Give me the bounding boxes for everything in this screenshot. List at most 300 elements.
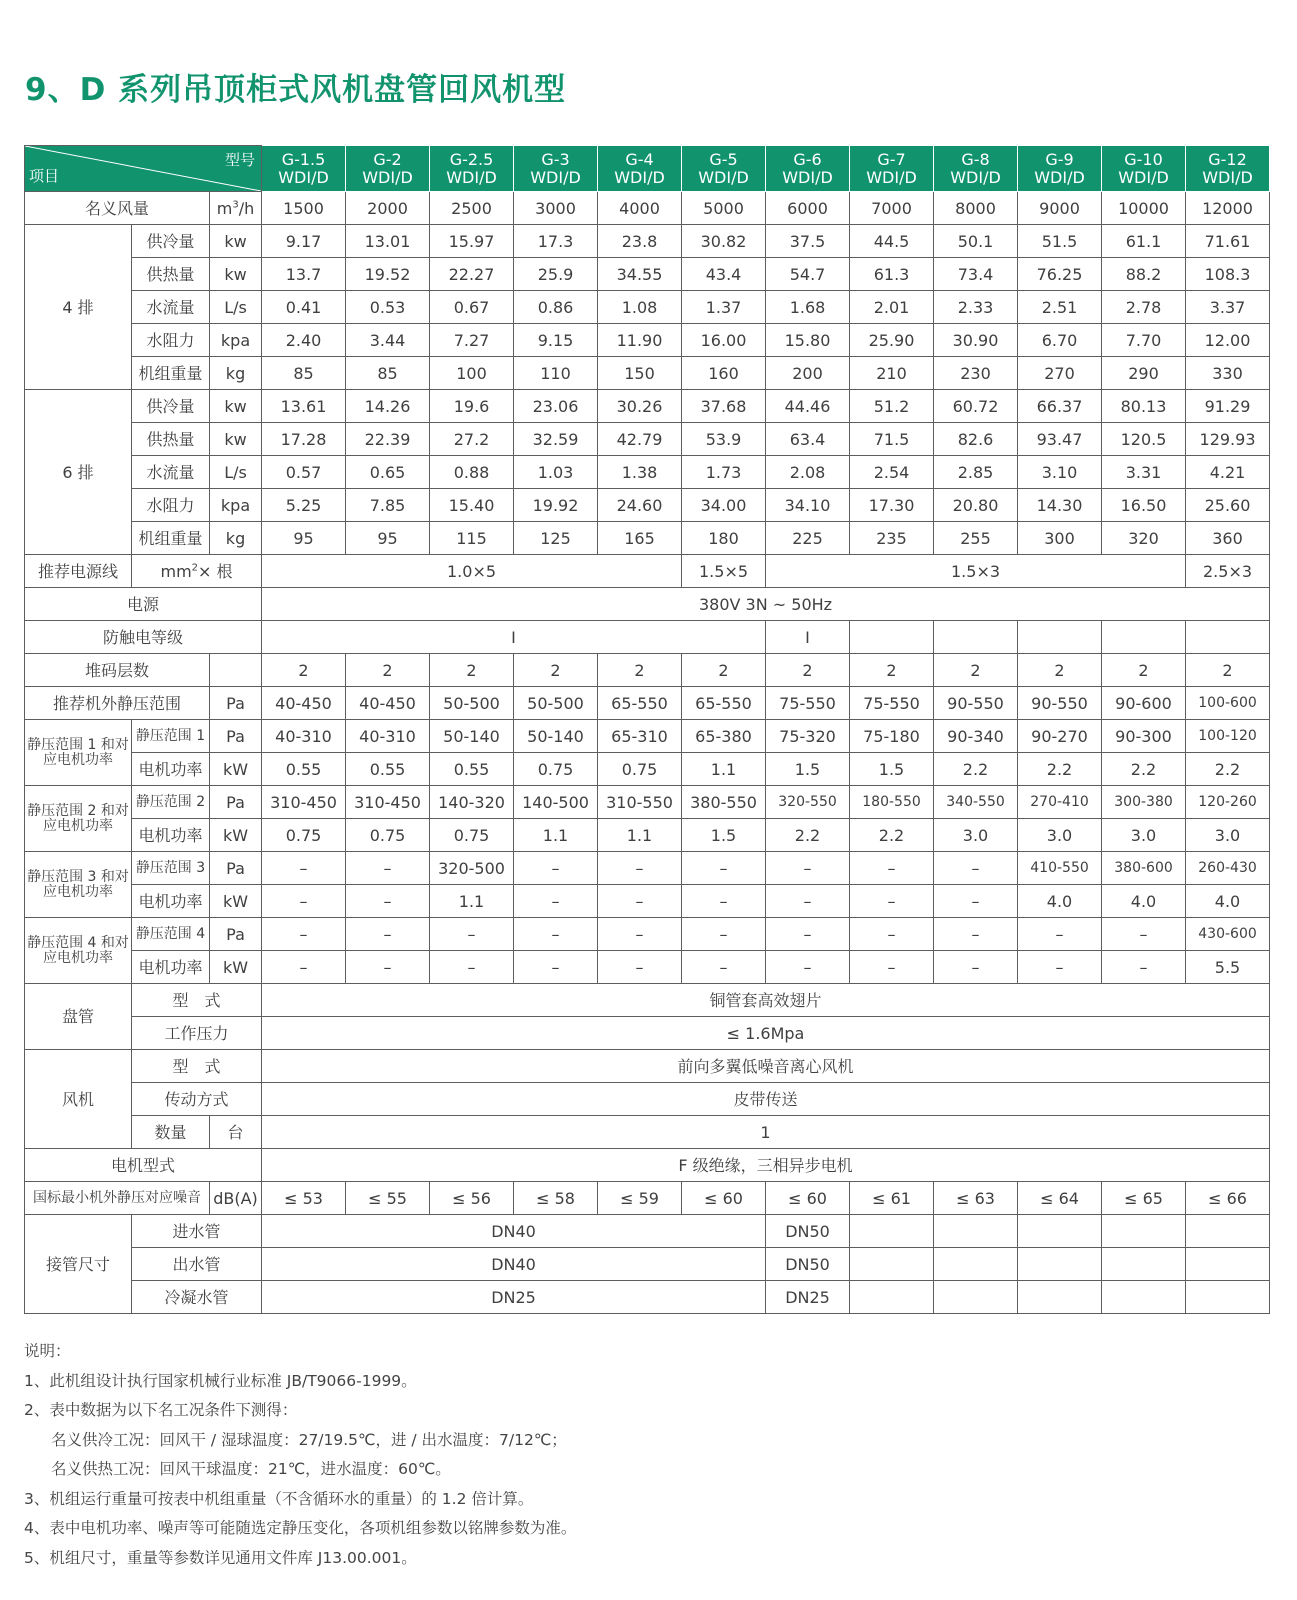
row-label: 机组重量 — [132, 357, 210, 390]
value-cell: 150 — [598, 357, 682, 390]
value-cell: 110 — [514, 357, 598, 390]
value-cell: 1.1 — [598, 819, 682, 852]
row6-row — [25, 522, 1270, 555]
value-cell: 63.4 — [766, 423, 850, 456]
row-label: 数量 — [132, 1116, 210, 1149]
model-code: G-2 — [373, 149, 402, 169]
unit-cell: kW — [210, 819, 262, 852]
value-cell: 50-500 — [514, 687, 598, 720]
empty-cell — [1102, 1215, 1186, 1248]
value-cell: 310-550 — [598, 786, 682, 819]
value-cell: ≤ 55 — [346, 1182, 430, 1215]
value-cell: ≤ 58 — [514, 1182, 598, 1215]
unit-cell: kW — [210, 885, 262, 918]
model-code: G-5 — [709, 149, 738, 169]
value-cell: F 级绝缘，三相异步电机 — [262, 1149, 1270, 1182]
value-cell: 100-600 — [1186, 687, 1270, 720]
value-cell: 25.9 — [514, 258, 598, 291]
model-code: G-12 — [1208, 149, 1247, 169]
value-cell: 430-600 — [1186, 918, 1270, 951]
value-cell: 13.01 — [346, 225, 430, 258]
value-cell: 380-600 — [1102, 852, 1186, 885]
value-cell: – — [514, 885, 598, 918]
value-cell: 73.4 — [934, 258, 1018, 291]
value-cell: 120.5 — [1102, 423, 1186, 456]
value-cell: 0.53 — [346, 291, 430, 324]
value-cell: 3000 — [514, 192, 598, 225]
value-cell: – — [850, 918, 934, 951]
row-label: 出水管 — [132, 1248, 262, 1281]
value-cell: – — [514, 951, 598, 984]
value-cell: 4.21 — [1186, 456, 1270, 489]
unit-cell: kg — [210, 357, 262, 390]
value-cell: 235 — [850, 522, 934, 555]
value-cell: 铜管套高效翅片 — [262, 984, 1270, 1017]
note-line: 1、此机组设计执行国家机械行业标准 JB/T9066-1999。 — [24, 1371, 417, 1390]
value-cell: 75-550 — [766, 687, 850, 720]
value-cell: 40-310 — [346, 720, 430, 753]
unit-base: m — [216, 198, 233, 218]
unit-cell: 台 — [210, 1116, 262, 1149]
value-cell: 2 — [262, 654, 346, 687]
row-label: 推荐电源线 — [25, 555, 132, 588]
row-label: 供冷量 — [132, 390, 210, 423]
row-label: 型 式 — [132, 1050, 262, 1083]
value-cell: – — [1018, 951, 1102, 984]
value-cell: 5.25 — [262, 489, 346, 522]
value-cell: 25.60 — [1186, 489, 1270, 522]
value-cell: 75-180 — [850, 720, 934, 753]
value-cell: 340-550 — [934, 786, 1018, 819]
notes — [24, 1337, 1264, 1573]
value-cell: 180 — [682, 522, 766, 555]
row-label: 型 式 — [132, 984, 262, 1017]
row-label: 堆码层数 — [25, 654, 210, 687]
sp-range-row — [25, 720, 1270, 753]
model-header-cell — [1186, 146, 1270, 192]
value-cell: 2.2 — [1018, 753, 1102, 786]
value-cell: 19.92 — [514, 489, 598, 522]
value-cell: – — [598, 885, 682, 918]
value-cell: 1.1 — [682, 753, 766, 786]
row-label: 水阻力 — [132, 324, 210, 357]
row-label: 工作压力 — [132, 1017, 262, 1050]
row6-row — [25, 489, 1270, 522]
value-cell: – — [262, 885, 346, 918]
value-cell: 230 — [934, 357, 1018, 390]
value-cell: 2 — [1102, 654, 1186, 687]
value-cell: 44.46 — [766, 390, 850, 423]
coil-row — [25, 984, 1270, 1017]
value-cell: DN25 — [262, 1281, 766, 1314]
value-cell: 24.60 — [598, 489, 682, 522]
row-label: 电机功率 — [132, 753, 210, 786]
group-label: 静压范围 4 和对应电机功率 — [25, 918, 132, 984]
value-cell: 210 — [850, 357, 934, 390]
row-label: 传动方式 — [132, 1083, 262, 1116]
value-cell: 25.90 — [850, 324, 934, 357]
unit-cell: Pa — [210, 786, 262, 819]
value-cell: 30.26 — [598, 390, 682, 423]
cable-row — [25, 555, 1270, 588]
value-cell: 0.75 — [598, 753, 682, 786]
value-cell: 225 — [766, 522, 850, 555]
value-cell: 19.52 — [346, 258, 430, 291]
value-cell: 2.54 — [850, 456, 934, 489]
value-cell: 1.38 — [598, 456, 682, 489]
value-cell: 300 — [1018, 522, 1102, 555]
value-cell: 9000 — [1018, 192, 1102, 225]
notes-title: 说明： — [24, 1342, 71, 1360]
value-cell: – — [346, 951, 430, 984]
model-suffix: WDI/D — [866, 167, 917, 187]
value-cell: ≤ 65 — [1102, 1182, 1186, 1215]
value-cell: 1.5 — [850, 753, 934, 786]
value-cell: 1500 — [262, 192, 346, 225]
value-cell: 290 — [1102, 357, 1186, 390]
value-cell: – — [346, 918, 430, 951]
value-cell: – — [682, 885, 766, 918]
value-cell: 65-550 — [598, 687, 682, 720]
value-cell: – — [850, 885, 934, 918]
value-cell: 4.0 — [1018, 885, 1102, 918]
model-header-cell — [1102, 146, 1186, 192]
value-cell: 51.5 — [1018, 225, 1102, 258]
value-cell: I — [766, 621, 850, 654]
value-cell: 360 — [1186, 522, 1270, 555]
empty-cell — [1186, 621, 1270, 654]
value-cell: 0.67 — [430, 291, 514, 324]
empty-cell — [1018, 1281, 1102, 1314]
row4-row — [25, 357, 1270, 390]
value-cell: 17.28 — [262, 423, 346, 456]
note-line: 3、机组运行重量可按表中机组重量（不含循环水的重量）的 1.2 倍计算。 — [24, 1489, 534, 1508]
model-suffix: WDI/D — [362, 167, 413, 187]
value-cell: 0.65 — [346, 456, 430, 489]
value-cell: 255 — [934, 522, 1018, 555]
value-cell: 12000 — [1186, 192, 1270, 225]
value-cell: 9.15 — [514, 324, 598, 357]
group-label: 风机 — [25, 1050, 132, 1149]
value-cell: 54.7 — [766, 258, 850, 291]
value-cell: 1.0×5 — [262, 555, 682, 588]
value-cell: 71.5 — [850, 423, 934, 456]
value-cell: 34.10 — [766, 489, 850, 522]
row-label: 静压范围 1 — [132, 720, 210, 753]
row-label: 供热量 — [132, 423, 210, 456]
value-cell: 260-430 — [1186, 852, 1270, 885]
value-cell: – — [682, 852, 766, 885]
model-suffix: WDI/D — [782, 167, 833, 187]
row-label: 静压范围 3 — [132, 852, 210, 885]
value-cell: ≤ 64 — [1018, 1182, 1102, 1215]
value-cell: 120-260 — [1186, 786, 1270, 819]
value-cell: – — [934, 918, 1018, 951]
row6-row — [25, 456, 1270, 489]
value-cell: 13.7 — [262, 258, 346, 291]
value-cell: DN40 — [262, 1215, 766, 1248]
value-cell: 320 — [1102, 522, 1186, 555]
model-header-cell — [766, 146, 850, 192]
value-cell: 16.00 — [682, 324, 766, 357]
value-cell: DN25 — [766, 1281, 850, 1314]
model-header-cell — [598, 146, 682, 192]
value-cell: 12.00 — [1186, 324, 1270, 357]
row-label: 水阻力 — [132, 489, 210, 522]
value-cell: 2.78 — [1102, 291, 1186, 324]
value-cell: 7.85 — [346, 489, 430, 522]
model-suffix: WDI/D — [530, 167, 581, 187]
value-cell: 2000 — [346, 192, 430, 225]
value-cell: 61.1 — [1102, 225, 1186, 258]
row-label: 电机功率 — [132, 819, 210, 852]
model-code: G-6 — [793, 149, 822, 169]
empty-cell — [1018, 1215, 1102, 1248]
value-cell: – — [514, 852, 598, 885]
value-cell: ≤ 63 — [934, 1182, 1018, 1215]
value-cell: – — [262, 852, 346, 885]
unit-tail: × 根 — [198, 561, 233, 581]
value-cell: – — [262, 951, 346, 984]
empty-cell — [1102, 621, 1186, 654]
fan-row — [25, 1083, 1270, 1116]
value-cell: 0.55 — [262, 753, 346, 786]
value-cell: 125 — [514, 522, 598, 555]
unit-sup: 2 — [191, 562, 199, 574]
value-cell: 1.03 — [514, 456, 598, 489]
value-cell: 2 — [1186, 654, 1270, 687]
note-line: 5、机组尺寸，重量等参数详见通用文件库 J13.00.001。 — [24, 1548, 417, 1567]
value-cell: 5.5 — [1186, 951, 1270, 984]
model-suffix: WDI/D — [1034, 167, 1085, 187]
value-cell: 66.37 — [1018, 390, 1102, 423]
value-cell: ≤ 53 — [262, 1182, 346, 1215]
value-cell: 2.2 — [1186, 753, 1270, 786]
value-cell: 1.68 — [766, 291, 850, 324]
value-cell: 1.5×3 — [766, 555, 1186, 588]
value-cell: – — [682, 951, 766, 984]
unit-cell: Pa — [210, 852, 262, 885]
row-label: 水流量 — [132, 456, 210, 489]
value-cell: 22.39 — [346, 423, 430, 456]
value-cell: 3.0 — [934, 819, 1018, 852]
group-label: 盘管 — [25, 984, 132, 1050]
row-label: 静压范围 2 — [132, 786, 210, 819]
model-header-cell — [514, 146, 598, 192]
group-label: 接管尺寸 — [25, 1215, 132, 1314]
unit-cell: kpa — [210, 489, 262, 522]
value-cell: 53.9 — [682, 423, 766, 456]
group-label: 静压范围 1 和对应电机功率 — [25, 720, 132, 786]
value-cell: 90-550 — [1018, 687, 1102, 720]
value-cell: 76.25 — [1018, 258, 1102, 291]
unit-cell: dB(A) — [210, 1182, 262, 1215]
row-label: 冷凝水管 — [132, 1281, 262, 1314]
sp-power-row — [25, 885, 1270, 918]
value-cell: 14.26 — [346, 390, 430, 423]
unit-cell: kw — [210, 258, 262, 291]
value-cell: 23.8 — [598, 225, 682, 258]
value-cell: 85 — [346, 357, 430, 390]
row-label: 进水管 — [132, 1215, 262, 1248]
value-cell: 129.93 — [1186, 423, 1270, 456]
value-cell: – — [850, 951, 934, 984]
empty-cell — [1186, 1248, 1270, 1281]
value-cell: 44.5 — [850, 225, 934, 258]
value-cell: 2 — [514, 654, 598, 687]
value-cell: 60.72 — [934, 390, 1018, 423]
value-cell: 270 — [1018, 357, 1102, 390]
value-cell: 0.41 — [262, 291, 346, 324]
unit-tail: /h — [238, 198, 255, 218]
value-cell: 1.5 — [682, 819, 766, 852]
unit-cell: kg — [210, 522, 262, 555]
unit-cell: kw — [210, 423, 262, 456]
value-cell: 200 — [766, 357, 850, 390]
value-cell: 3.0 — [1018, 819, 1102, 852]
value-cell: DN50 — [766, 1248, 850, 1281]
model-header-cell — [682, 146, 766, 192]
value-cell: 1.1 — [430, 885, 514, 918]
value-cell: 65-550 — [682, 687, 766, 720]
note-line: 名义供冷工况：回风干 / 湿球温度：27/19.5℃，进 / 出水温度：7/12℃； — [51, 1430, 567, 1449]
value-cell: 100 — [430, 357, 514, 390]
empty-cell — [850, 621, 934, 654]
value-cell: 3.0 — [1186, 819, 1270, 852]
value-cell: 3.10 — [1018, 456, 1102, 489]
value-cell: 42.79 — [598, 423, 682, 456]
note-line: 2、表中数据为以下名工况条件下测得： — [24, 1401, 298, 1419]
value-cell: 37.68 — [682, 390, 766, 423]
model-code: G-3 — [541, 149, 570, 169]
value-cell: – — [934, 951, 1018, 984]
value-cell: 1.5 — [766, 753, 850, 786]
value-cell: 50-500 — [430, 687, 514, 720]
value-cell: 75-320 — [766, 720, 850, 753]
model-suffix: WDI/D — [698, 167, 749, 187]
value-cell: DN40 — [262, 1248, 766, 1281]
sp-range-row — [25, 852, 1270, 885]
empty-cell — [934, 1215, 1018, 1248]
value-cell: 17.30 — [850, 489, 934, 522]
value-cell: – — [598, 951, 682, 984]
value-cell: 40-310 — [262, 720, 346, 753]
value-cell: 8000 — [934, 192, 1018, 225]
value-cell: 32.59 — [514, 423, 598, 456]
row-label: 机组重量 — [132, 522, 210, 555]
value-cell: 2.33 — [934, 291, 1018, 324]
row4-row — [25, 291, 1270, 324]
header-corner-cell — [25, 146, 262, 192]
model-header-cell — [934, 146, 1018, 192]
empty-cell — [850, 1281, 934, 1314]
value-cell: 30.82 — [682, 225, 766, 258]
value-cell: 2 — [850, 654, 934, 687]
model-header-cell — [262, 146, 346, 192]
value-cell: 1.5×5 — [682, 555, 766, 588]
value-cell: 0.75 — [262, 819, 346, 852]
row-label: 推荐机外静压范围 — [25, 687, 210, 720]
value-cell: 3.31 — [1102, 456, 1186, 489]
value-cell: 300-380 — [1102, 786, 1186, 819]
value-cell: – — [850, 852, 934, 885]
value-cell: 50-140 — [514, 720, 598, 753]
value-cell: 14.30 — [1018, 489, 1102, 522]
value-cell: 160 — [682, 357, 766, 390]
value-cell: – — [934, 852, 1018, 885]
unit-cell: kW — [210, 951, 262, 984]
value-cell: 82.6 — [934, 423, 1018, 456]
value-cell: 23.06 — [514, 390, 598, 423]
empty-cell — [1018, 621, 1102, 654]
unit-cell — [132, 555, 262, 588]
value-cell: 11.90 — [598, 324, 682, 357]
value-cell: 0.86 — [514, 291, 598, 324]
value-cell: – — [598, 918, 682, 951]
value-cell: 30.90 — [934, 324, 1018, 357]
model-code: G-10 — [1124, 149, 1163, 169]
value-cell: – — [1018, 918, 1102, 951]
empty-cell — [1018, 1248, 1102, 1281]
value-cell: 88.2 — [1102, 258, 1186, 291]
value-cell: 80.13 — [1102, 390, 1186, 423]
value-cell: 5000 — [682, 192, 766, 225]
value-cell: 65-310 — [598, 720, 682, 753]
value-cell: 2.01 — [850, 291, 934, 324]
value-cell: 93.47 — [1018, 423, 1102, 456]
value-cell: 4.0 — [1186, 885, 1270, 918]
value-cell: I — [262, 621, 766, 654]
value-cell: ≤ 61 — [850, 1182, 934, 1215]
value-cell: 380-550 — [682, 786, 766, 819]
value-cell: 2 — [682, 654, 766, 687]
value-cell: – — [1102, 918, 1186, 951]
empty-cell — [1102, 1281, 1186, 1314]
value-cell: 2 — [346, 654, 430, 687]
value-cell: 100-120 — [1186, 720, 1270, 753]
row-label: 供热量 — [132, 258, 210, 291]
value-cell: 0.75 — [346, 819, 430, 852]
empty-cell — [1102, 1248, 1186, 1281]
value-cell: 6.70 — [1018, 324, 1102, 357]
value-cell: 2 — [766, 654, 850, 687]
group-label: 4 排 — [25, 225, 132, 390]
value-cell: 65-380 — [682, 720, 766, 753]
value-cell: 20.80 — [934, 489, 1018, 522]
value-cell: 16.50 — [1102, 489, 1186, 522]
value-cell: 2.2 — [766, 819, 850, 852]
value-cell: 15.80 — [766, 324, 850, 357]
value-cell: 17.3 — [514, 225, 598, 258]
value-cell: 115 — [430, 522, 514, 555]
value-cell: – — [598, 852, 682, 885]
value-cell: – — [430, 918, 514, 951]
unit-sup: 3 — [232, 199, 239, 211]
row-label: 电源 — [25, 588, 262, 621]
row-label: 电机型式 — [25, 1149, 262, 1182]
noise-row — [25, 1182, 1270, 1215]
value-cell: 50-140 — [430, 720, 514, 753]
value-cell: ≤ 56 — [430, 1182, 514, 1215]
pipe-row — [25, 1215, 1270, 1248]
value-cell: 27.2 — [430, 423, 514, 456]
value-cell: 3.37 — [1186, 291, 1270, 324]
value-cell: ≤ 60 — [682, 1182, 766, 1215]
unit-cell: Pa — [210, 918, 262, 951]
value-cell: 10000 — [1102, 192, 1186, 225]
value-cell: 4000 — [598, 192, 682, 225]
row4-row — [25, 324, 1270, 357]
